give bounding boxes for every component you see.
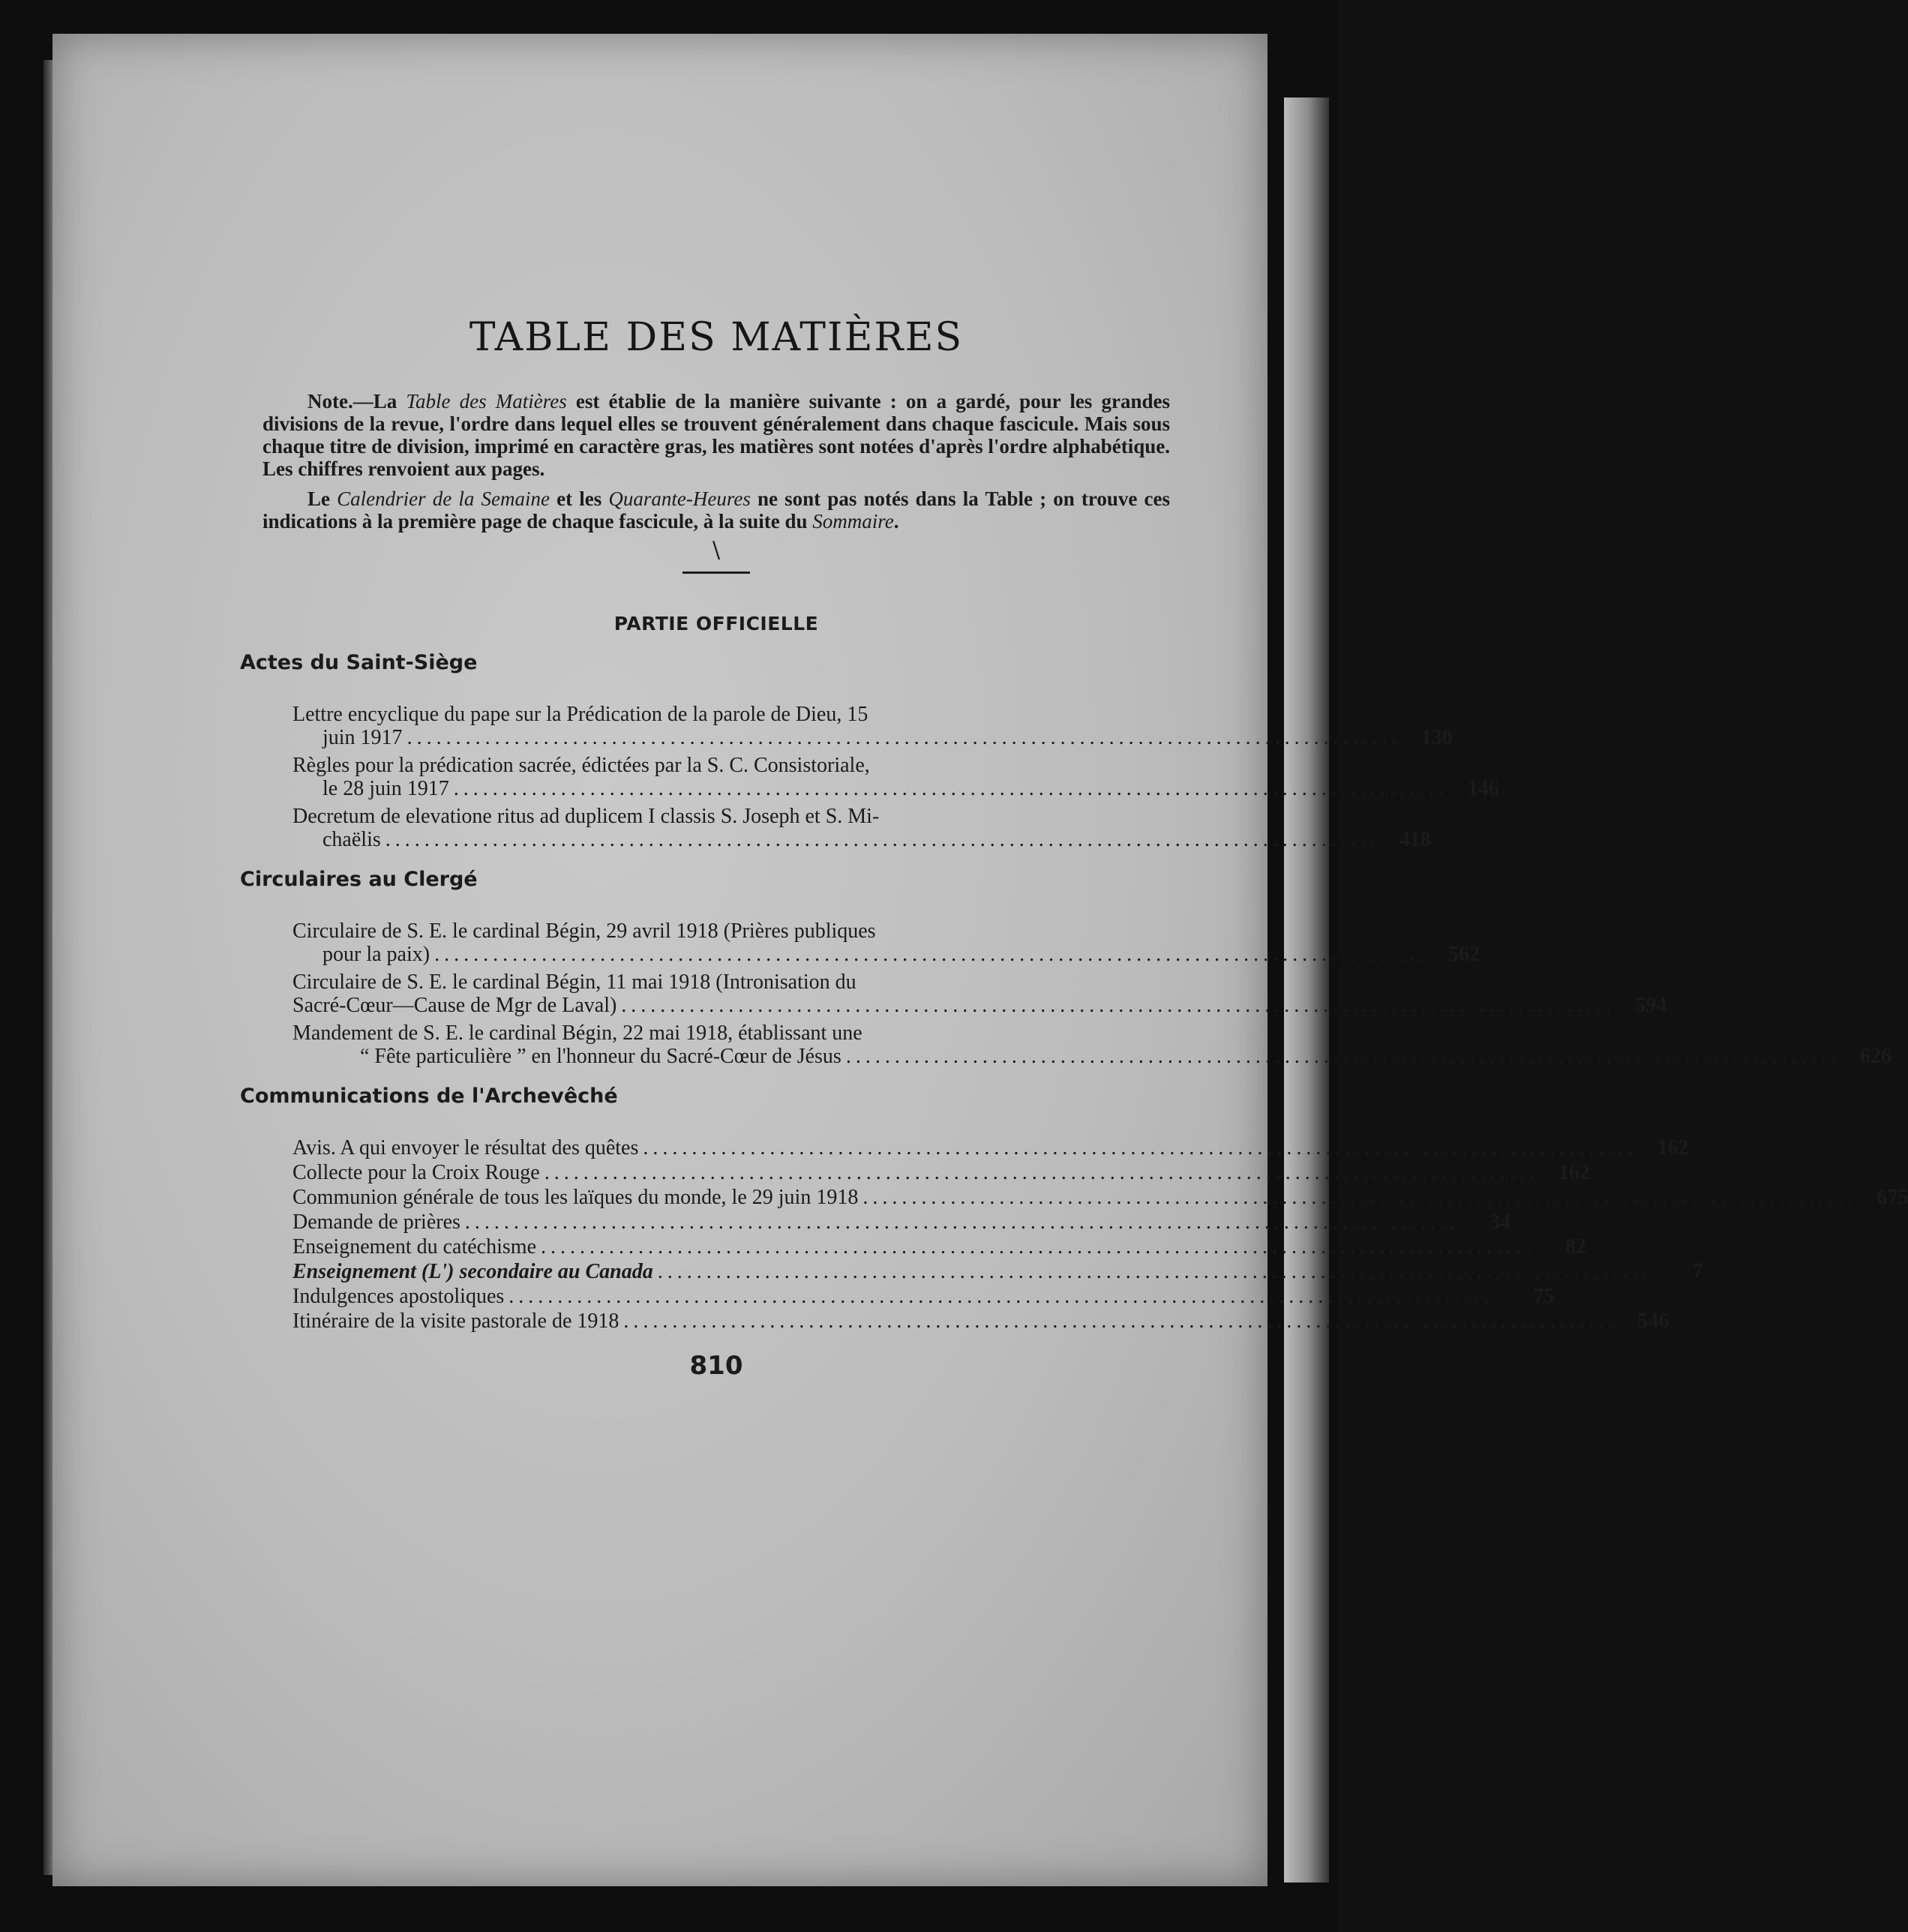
entry-line2-row — [292, 726, 1453, 749]
entry-body — [292, 1260, 1703, 1283]
entry-body — [292, 1210, 1510, 1234]
entry-line-row — [292, 1136, 1688, 1160]
entry-body — [292, 1161, 1590, 1184]
toc-entry — [292, 1136, 1689, 1160]
entry-line1: Mandement de S. E. le cardinal Bégin, 22 mai 1918, établissant une — [292, 1022, 862, 1045]
page-folio: 810 — [689, 1351, 743, 1381]
entry-line-row — [292, 1260, 1703, 1283]
note-italic-sommaire: Sommaire — [812, 510, 894, 532]
page-number: 146 — [1467, 777, 1499, 800]
entry-line2: pour la paix) — [322, 943, 430, 966]
note-lead: Note. — [308, 390, 353, 412]
entry-body — [292, 1186, 1908, 1209]
note-p2-mid: et les — [550, 488, 609, 510]
toc-entry — [292, 920, 1480, 966]
entry-text: Collecte pour la Croix Rouge — [292, 1161, 540, 1184]
page-number: 562 — [1448, 943, 1480, 966]
dot-leader: ...................................................................................................... — [657, 1260, 1652, 1283]
section-heading-circulaires: Circulaires au Clergé — [240, 868, 478, 891]
entry-line2: “ Fête particulière ” en l'honneur du Sacré-Cœur de Jésus — [360, 1045, 842, 1068]
page-number: 7 — [1692, 1260, 1703, 1283]
page-number: 130 — [1420, 726, 1453, 749]
entry-line2: chaëlis — [322, 828, 381, 851]
dot-leader: ...................................................................................................... — [845, 1045, 1840, 1068]
page-number: 546 — [1637, 1310, 1670, 1333]
section-heading-communications: Communications de l'Archevêché — [240, 1084, 618, 1108]
note-italic-table: Table des Matières — [406, 390, 567, 412]
entry-body — [292, 1310, 1669, 1333]
dot-leader: ...................................................................................................... — [508, 1285, 1504, 1308]
entry-line2-row — [292, 777, 1499, 800]
entry-line2-row — [292, 1045, 1892, 1068]
entry-text: Avis. A qui envoyer le résultat des quêtes — [292, 1136, 639, 1160]
note-text: est établie de la manière suivante : on a gardé, pour les grandes divisions de la revue, l'ordre dans lequel elles se trouvent généralement dans chaque fascicule. Mais sous chaque titre de division, imprimé en caractère gras, les matières sont notées d'après l'ordre alphabétique. Les chiffres renvoient aux pages. — [262, 390, 1170, 480]
entry-line-row — [292, 1161, 1590, 1184]
section-heading-actes: Actes du Saint-Siège — [240, 651, 478, 674]
dot-leader: ...................................................................................................... — [541, 1235, 1535, 1258]
entry-line1: Règles pour la prédication sacrée, édictées par la S. C. Consistoriale, — [292, 754, 870, 777]
entry-line-row — [292, 1210, 1510, 1234]
dot-leader: ...................................................................................................... — [544, 1161, 1539, 1184]
note-p2-start: Le — [308, 488, 338, 510]
entry-text: Demande de prières — [292, 1210, 460, 1234]
note-italic-quarante: Quarante-Heures — [608, 488, 751, 510]
toc-entry — [292, 1285, 1555, 1308]
dot-leader: ...................................................................................................... — [862, 1186, 1858, 1209]
entry-line2: juin 1917 — [322, 726, 403, 749]
entry-text: Enseignement (L') secondaire au Canada — [292, 1260, 653, 1283]
note-italic-calendrier: Calendrier de la Semaine — [337, 488, 550, 510]
entry-text: Communion générale de tous les laïques du monde, le 29 juin 1918 — [292, 1186, 859, 1209]
entry-text: Enseignement du catéchisme — [292, 1235, 536, 1258]
note-dash: —La — [352, 390, 406, 412]
toc-entry — [292, 1310, 1670, 1333]
document-page — [52, 34, 1908, 1886]
dot-leader: ...................................................................................................... — [434, 943, 1430, 966]
part-title: PARTIE OFFICIELLE — [614, 613, 819, 634]
entry-body — [292, 805, 1431, 851]
dot-leader: ...................................................................................................... — [406, 726, 1402, 749]
entry-line2-row — [292, 943, 1480, 966]
page-number: 675 — [1876, 1186, 1908, 1209]
page-number: 34 — [1489, 1210, 1510, 1234]
entry-body — [292, 920, 1480, 966]
separator-rule — [682, 572, 750, 574]
note-paragraph-1 — [262, 390, 1170, 480]
dot-leader: ...................................................................................................... — [453, 777, 1448, 800]
entry-line1: Decretum de elevatione ritus ad duplicem I classis S. Joseph et S. Mi- — [292, 805, 880, 828]
page-number: 75 — [1533, 1285, 1555, 1308]
entry-line-row — [292, 1310, 1669, 1333]
toc-entry — [292, 805, 1431, 851]
entry-text: Indulgences apostoliques — [292, 1285, 505, 1308]
dot-leader: ...................................................................................................... — [643, 1136, 1638, 1160]
toc-entry — [292, 703, 1453, 749]
entry-body — [292, 1022, 1892, 1068]
entry-line2-row — [292, 994, 1666, 1017]
page-title: TABLE DES MATIÈRES — [469, 315, 964, 360]
entry-body — [292, 754, 1499, 800]
entry-line2-row — [292, 828, 1431, 851]
entry-body — [292, 1136, 1688, 1160]
page-number: 626 — [1859, 1045, 1892, 1068]
page-content — [240, 315, 1908, 1381]
separator-tick: \ — [712, 537, 721, 563]
toc-entry — [292, 1022, 1892, 1068]
toc-entry — [292, 1161, 1590, 1184]
toc-entry — [292, 1186, 1908, 1209]
entry-line2: le 28 juin 1917 — [322, 777, 449, 800]
toc-entry — [292, 1260, 1703, 1283]
entry-body — [292, 970, 1666, 1017]
note-p2-end: . — [893, 510, 899, 532]
toc-entry — [292, 970, 1667, 1017]
toc-entry — [292, 1235, 1586, 1258]
page-number: 162 — [1558, 1161, 1590, 1184]
dot-leader: ...................................................................................................... — [623, 1310, 1618, 1333]
note-paragraph-2 — [262, 488, 1170, 532]
dot-leader: ...................................................................................................... — [464, 1210, 1460, 1234]
note-p2-text: ne sont pas notés dans la Table ; on trouve ces indications à la première page de chaque fascicule, à la suite du — [262, 488, 1171, 532]
toc-entry — [292, 754, 1499, 800]
page-number: 82 — [1565, 1235, 1586, 1258]
entry-line1: Circulaire de S. E. le cardinal Bégin, 11 mai 1918 (Intronisation du — [292, 970, 856, 994]
page-number: 418 — [1399, 828, 1431, 851]
entry-text: Itinéraire de la visite pastorale de 1918 — [292, 1310, 620, 1333]
entry-line1: Circulaire de S. E. le cardinal Bégin, 29 avril 1918 (Prières publiques — [292, 920, 876, 943]
entry-body — [292, 703, 1453, 749]
page-number: 162 — [1657, 1136, 1689, 1160]
entry-body — [292, 1285, 1554, 1308]
entry-body — [292, 1235, 1586, 1258]
entry-line1: Lettre encyclique du pape sur la Prédication de la parole de Dieu, 15 — [292, 703, 868, 726]
entry-line-row — [292, 1285, 1554, 1308]
toc-entry — [292, 1210, 1510, 1234]
page-number: 594 — [1635, 994, 1667, 1017]
entry-line-row — [292, 1235, 1586, 1258]
dot-leader: ...................................................................................................... — [621, 994, 1616, 1017]
dot-leader: ...................................................................................................... — [385, 828, 1380, 851]
entry-line2: Sacré-Cœur—Cause de Mgr de Laval) — [292, 994, 617, 1017]
entry-line-row — [292, 1186, 1908, 1209]
